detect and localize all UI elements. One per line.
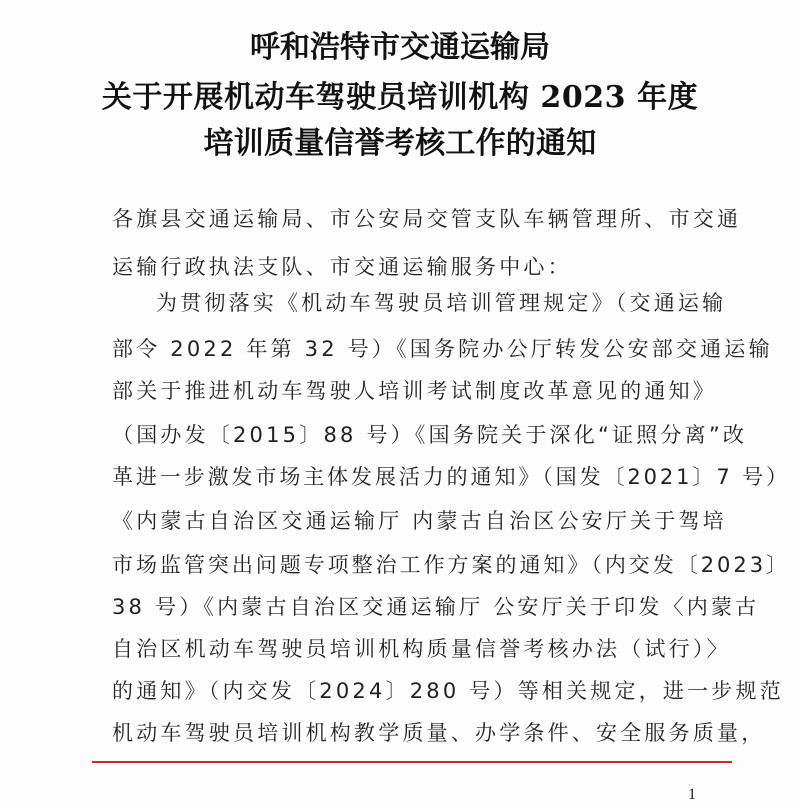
paragraph-line-9: 自治区机动车驾驶员培训机构质量信誉考核办法（试行）〉 (112, 637, 731, 661)
paragraph-line-11: 机动车驾驶员培训机构教学质量、办学条件、安全服务质量， (112, 721, 766, 745)
paragraph-line-7: 市场监管突出问题专项整治工作方案的通知》（内交发〔2023〕 (112, 553, 790, 577)
paragraph-line-4: （国办发〔2015〕88 号）《国务院关于深化“证照分离”改 (112, 423, 748, 447)
paragraph-line-3: 部关于推进机动车驾驶人培训考试制度改革意见的通知》 (112, 379, 717, 403)
addressee-line-2: 运输行政执法支队、市交通运输服务中心： (112, 255, 572, 279)
paragraph-line-5: 革进一步激发市场主体发展活力的通知》（国发〔2021〕7 号） (112, 465, 790, 489)
paragraph-line-1: 为贯彻落实《机动车驾驶员培训管理规定》（交通运输 (156, 291, 727, 315)
paragraph-line-8: 38 号）《内蒙古自治区交通运输厅 公安厅关于印发〈内蒙古 (112, 595, 760, 619)
addressee-line-1: 各旗县交通运输局、市公安局交管支队车辆管理所、市交通 (112, 207, 742, 231)
paragraph-line-2: 部令 2022 年第 32 号）《国务院办公厅转发公安部交通运输 (112, 337, 773, 361)
document-title-line-1: 呼和浩特市交通运输局 (250, 30, 550, 65)
footer-divider (92, 761, 732, 763)
document-title-line-3: 培训质量信誉考核工作的通知 (203, 126, 597, 161)
page-number: 1 (688, 786, 696, 803)
paragraph-line-10: 的通知》（内交发〔2024〕280 号）等相关规定，进一步规范 (112, 679, 784, 703)
document-title-line-2: 关于开展机动车驾驶员培训机构 2023 年度 (101, 80, 699, 115)
paragraph-line-6: 《内蒙古自治区交通运输厅 内蒙古自治区公安厅关于驾培 (112, 509, 727, 533)
